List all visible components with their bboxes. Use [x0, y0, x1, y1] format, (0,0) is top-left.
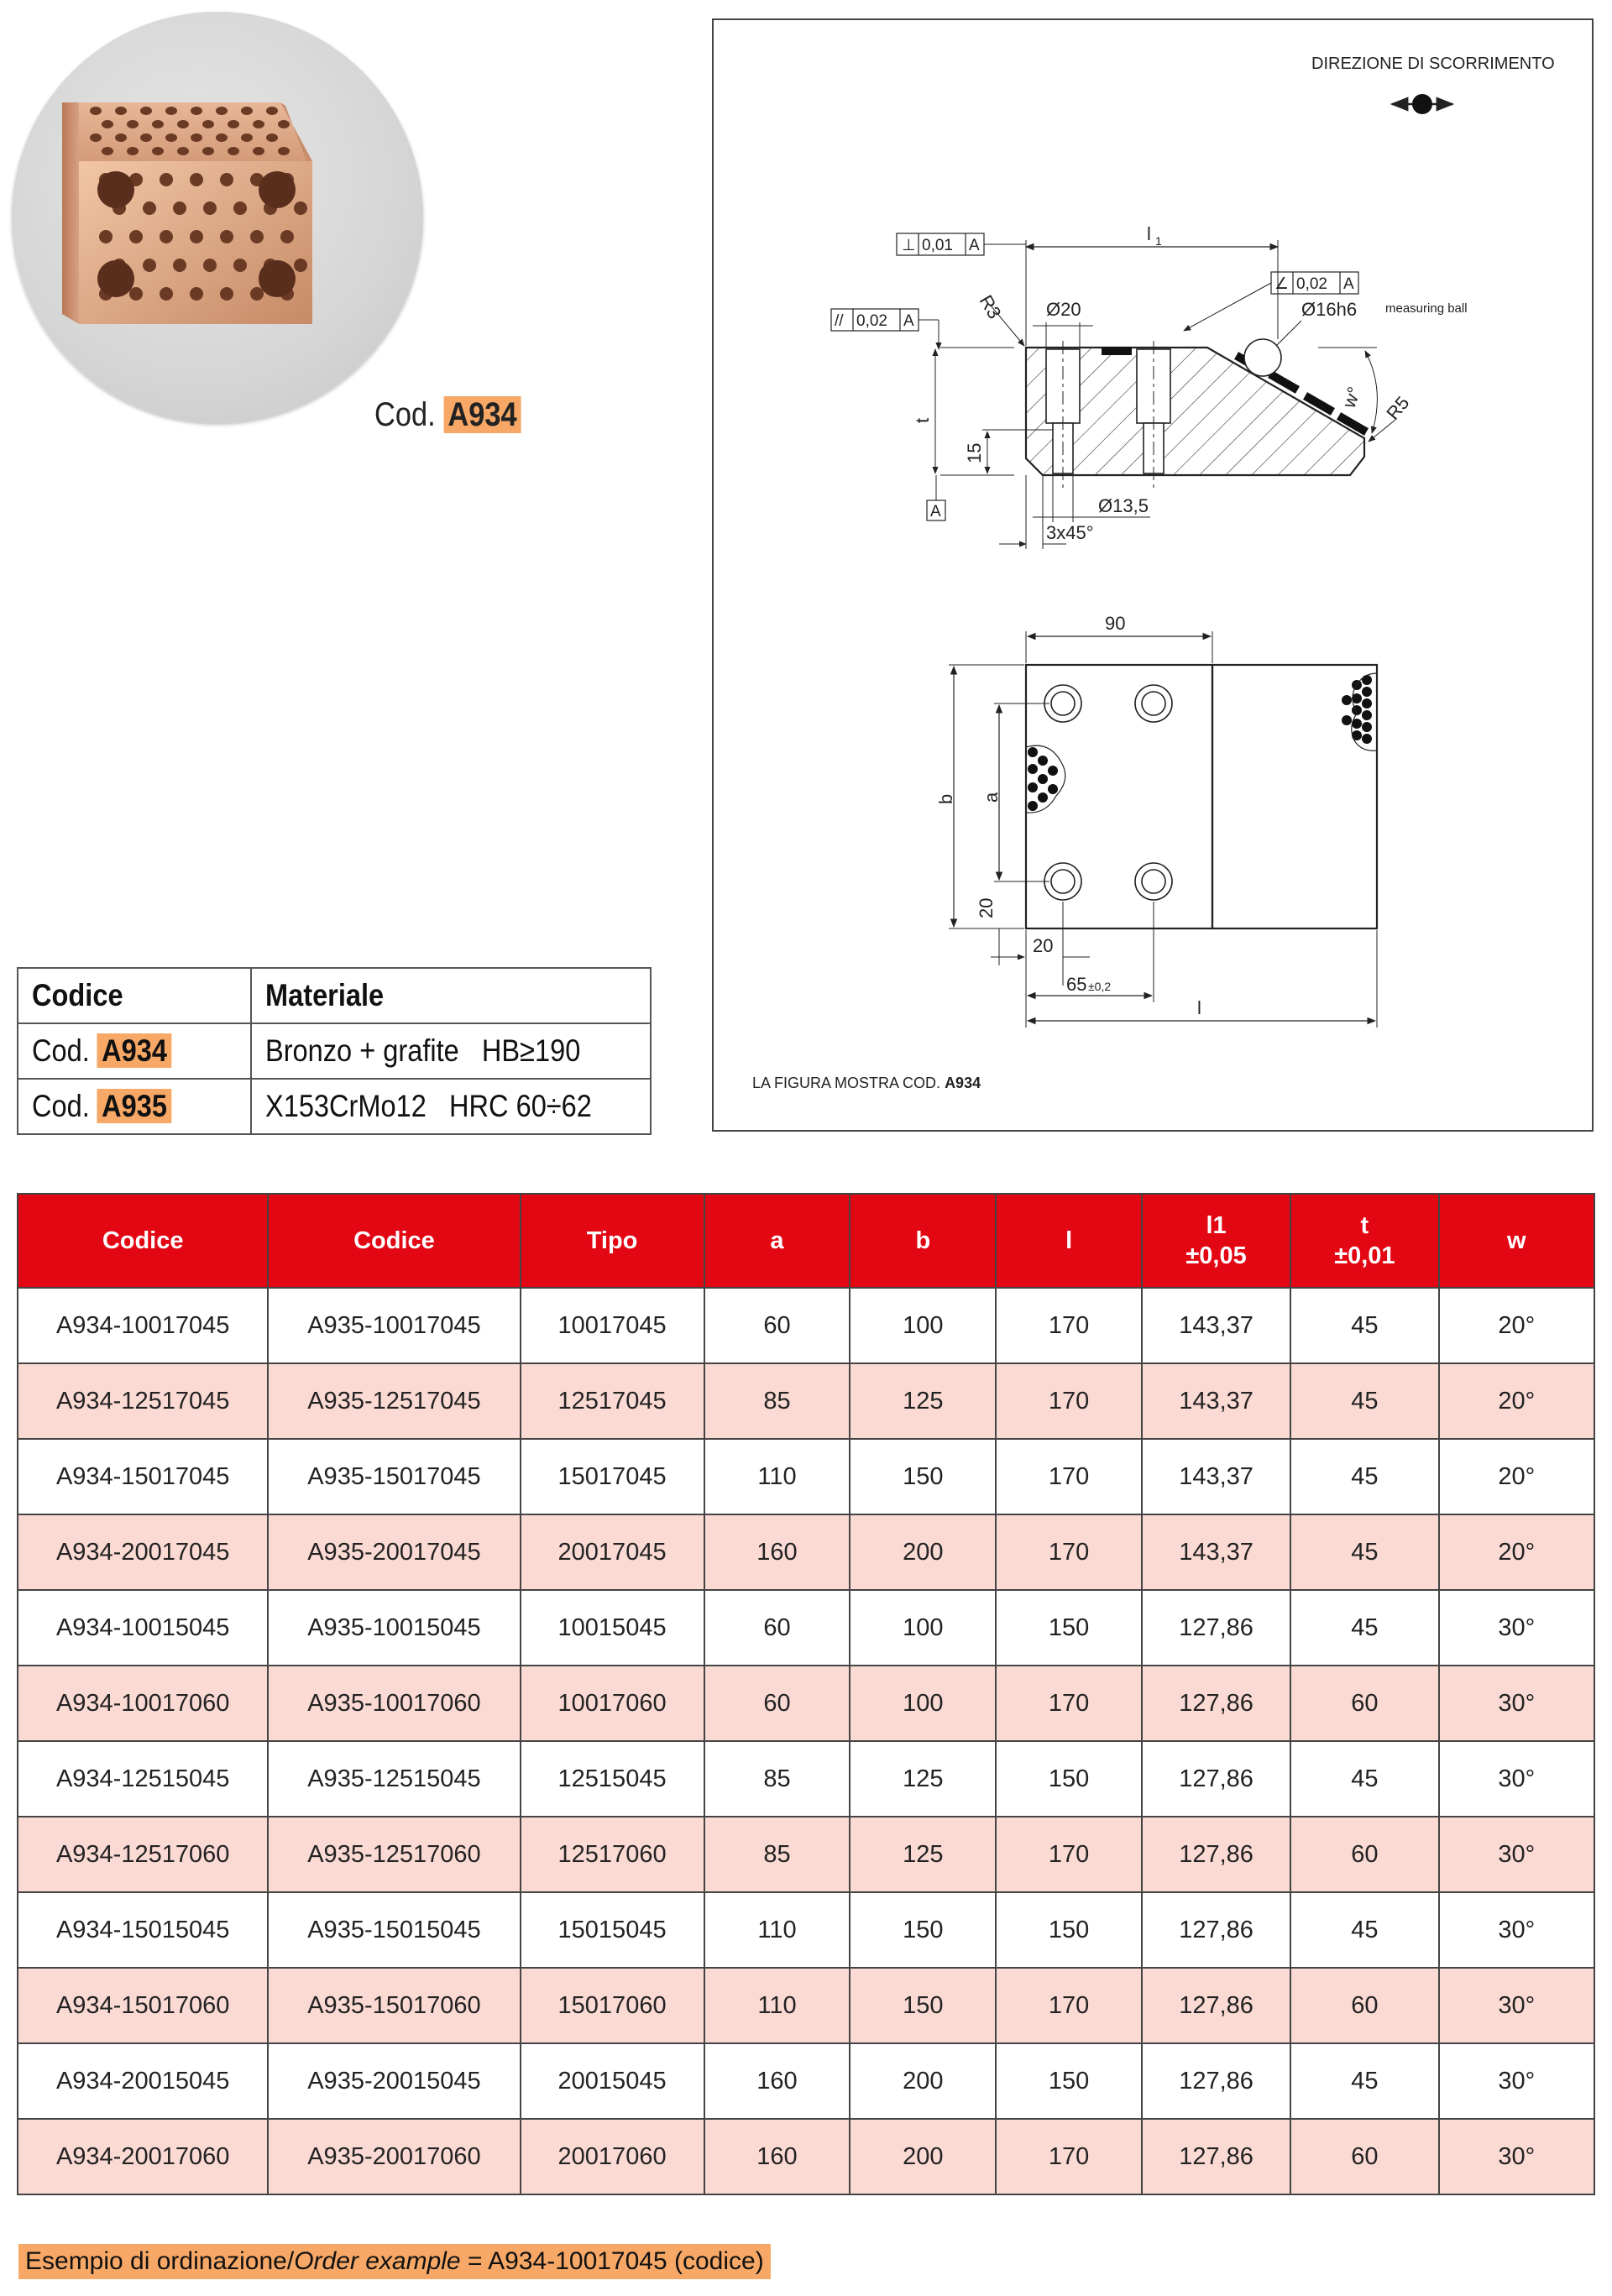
graphite-plug: [1362, 722, 1372, 732]
table-cell: 60: [1290, 1817, 1439, 1892]
code-prefix: Cod.: [374, 396, 436, 433]
table-cell: A934-20017060: [18, 2119, 268, 2194]
svg-text:90: 90: [1105, 613, 1126, 634]
table-cell: 143,37: [1142, 1439, 1290, 1514]
svg-text:Ø13,5: Ø13,5: [1098, 495, 1149, 516]
material-row: [18, 1079, 651, 1134]
table-cell: 30°: [1439, 1590, 1594, 1666]
table-cell: A935-10017060: [268, 1666, 520, 1741]
table-cell: A934-10015045: [18, 1590, 268, 1666]
table-cell: 160: [704, 2043, 850, 2119]
column-header-tolerance: ±0,05: [1185, 1242, 1247, 1269]
svg-text:15: 15: [964, 442, 985, 463]
table-cell: 60: [704, 1666, 850, 1741]
svg-text:w°: w°: [1337, 384, 1365, 411]
graphite-plug: [1038, 792, 1048, 803]
table-cell: A935-12517045: [268, 1363, 520, 1439]
table-cell: 30°: [1439, 1666, 1594, 1741]
svg-text://: //: [835, 312, 844, 330]
svg-text:R3: R3: [975, 291, 1006, 322]
svg-text:a: a: [981, 792, 1002, 803]
table-cell: 30°: [1439, 2043, 1594, 2119]
column-header: [850, 1194, 996, 1288]
svg-text:measuring ball: measuring ball: [1385, 301, 1468, 316]
graphite-plug: [1048, 784, 1058, 794]
bolt-hole: [1135, 863, 1172, 900]
table-cell: 127,86: [1142, 1741, 1290, 1817]
table-row: [18, 1968, 1594, 2043]
svg-text:l: l: [1197, 997, 1201, 1018]
table-cell: 30°: [1439, 2119, 1594, 2194]
table-cell: 20°: [1439, 1439, 1594, 1514]
graphite-plug: [1048, 766, 1058, 776]
table-cell: 85: [704, 1363, 850, 1439]
table-cell: A934-10017045: [18, 1288, 268, 1363]
column-header-label: l: [1065, 1227, 1073, 1254]
table-cell: 12517045: [521, 1363, 704, 1439]
table-cell: 100: [850, 1590, 996, 1666]
order-example: [18, 2244, 771, 2279]
column-header: [704, 1194, 850, 1288]
product-code-label: [374, 396, 521, 434]
table-cell: A935-20017045: [268, 1514, 520, 1590]
drawing-caption: LA FIGURA MOSTRA COD. A934: [752, 1075, 981, 1091]
graphite-plug: [1028, 747, 1038, 757]
table-cell: 170: [996, 1817, 1142, 1892]
table-cell: 60: [1290, 1666, 1439, 1741]
table-cell: A935-20015045: [268, 2043, 520, 2119]
order-example-suffix: = A934-10017045 (codice): [460, 2247, 764, 2275]
bolt-hole: [1142, 870, 1165, 893]
table-cell: 45: [1290, 1514, 1439, 1590]
table-row: [18, 1590, 1594, 1666]
table-cell: A934-20015045: [18, 2043, 268, 2119]
table-cell: A935-10017045: [268, 1288, 520, 1363]
table-cell: 160: [704, 1514, 850, 1590]
table-cell: A934-12515045: [18, 1741, 268, 1817]
table-cell: 15015045: [521, 1892, 704, 1968]
svg-text:0,02: 0,02: [856, 312, 887, 330]
table-cell: A934-12517060: [18, 1817, 268, 1892]
table-cell: 170: [996, 1514, 1142, 1590]
table-cell: A935-12515045: [268, 1741, 520, 1817]
table-cell: 110: [704, 1968, 850, 2043]
product-photo: [12, 12, 423, 423]
table-cell: 170: [996, 1439, 1142, 1514]
material-header-row: [18, 968, 651, 1023]
svg-text:⊥: ⊥: [902, 237, 916, 254]
material-code-cell: Cod. A934: [18, 1023, 251, 1079]
column-header-label: w: [1507, 1227, 1526, 1254]
table-cell: 30°: [1439, 1817, 1594, 1892]
technical-drawing-panel: [712, 18, 1594, 1132]
svg-text:0,02: 0,02: [1296, 275, 1327, 293]
table-cell: 60: [704, 1590, 850, 1666]
bolt-hole: [1044, 863, 1081, 900]
table-cell: 110: [704, 1892, 850, 1968]
table-cell: 60: [1290, 1968, 1439, 2043]
svg-text:A: A: [930, 503, 941, 520]
bolt-hole: [1142, 692, 1165, 715]
graphite-plug: [1028, 764, 1038, 774]
technical-drawing: [714, 20, 1592, 1130]
svg-text:1: 1: [1155, 234, 1162, 248]
column-header-label: b: [915, 1227, 931, 1254]
table-cell: A935-15015045: [268, 1892, 520, 1968]
svg-text:t: t: [912, 417, 933, 423]
table-row: [18, 1514, 1594, 1590]
table-row: [18, 1892, 1594, 1968]
svg-text:Ø16h6: Ø16h6: [1301, 299, 1358, 320]
bronze-block-image: [12, 12, 423, 423]
table-cell: 200: [850, 2119, 996, 2194]
table-cell: 150: [996, 1741, 1142, 1817]
table-cell: 20015045: [521, 2043, 704, 2119]
material-table: [17, 967, 652, 1135]
table-cell: A935-15017060: [268, 1968, 520, 2043]
svg-text:A: A: [969, 237, 980, 254]
table-cell: 45: [1290, 1288, 1439, 1363]
table-cell: 60: [704, 1288, 850, 1363]
table-cell: 143,37: [1142, 1288, 1290, 1363]
direction-label: DIREZIONE DI SCORRIMENTO: [1311, 55, 1555, 73]
table-cell: 30°: [1439, 1741, 1594, 1817]
table-row: [18, 1817, 1594, 1892]
table-cell: 127,86: [1142, 1968, 1290, 2043]
table-cell: 85: [704, 1741, 850, 1817]
graphite-plug: [1362, 710, 1372, 720]
svg-text:±0,2: ±0,2: [1088, 980, 1112, 993]
graphite-plug: [1038, 756, 1048, 766]
dimensions-table: [17, 1193, 1595, 2195]
table-cell: 150: [996, 2043, 1142, 2119]
graphite-plug: [1038, 774, 1048, 784]
column-header-label: Tipo: [586, 1227, 638, 1254]
table-row: [18, 1363, 1594, 1439]
column-header: [268, 1194, 520, 1288]
svg-text:b: b: [935, 793, 956, 804]
table-cell: 200: [850, 2043, 996, 2119]
table-cell: 170: [996, 2119, 1142, 2194]
table-cell: 160: [704, 2119, 850, 2194]
dimensions-header-row: [18, 1194, 1594, 1288]
bolt-hole: [1135, 685, 1172, 722]
table-cell: 127,86: [1142, 1666, 1290, 1741]
material-row: [18, 1023, 651, 1079]
graphite-plug: [1342, 695, 1352, 705]
product-code: A934: [443, 396, 521, 433]
table-cell: 45: [1290, 1590, 1439, 1666]
table-cell: 100: [850, 1666, 996, 1741]
table-cell: 20017045: [521, 1514, 704, 1590]
column-header: [1142, 1194, 1290, 1288]
column-header-tolerance: ±0,01: [1334, 1242, 1395, 1269]
table-cell: 170: [996, 1666, 1142, 1741]
table-cell: A934-15017045: [18, 1439, 268, 1514]
svg-text:A: A: [1343, 275, 1354, 293]
table-cell: 45: [1290, 1892, 1439, 1968]
order-example-prefix: Esempio di ordinazione/: [25, 2247, 295, 2275]
table-cell: 30°: [1439, 1892, 1594, 1968]
table-cell: 150: [996, 1892, 1142, 1968]
table-cell: A935-15017045: [268, 1439, 520, 1514]
column-header: [996, 1194, 1142, 1288]
material-header-code: Codice: [18, 968, 251, 1023]
table-cell: 125: [850, 1363, 996, 1439]
svg-text:Ø20: Ø20: [1046, 299, 1081, 320]
graphite-plug: [1362, 698, 1372, 709]
side-view: [1026, 339, 1369, 490]
table-cell: A934-15017060: [18, 1968, 268, 2043]
table-cell: A934-12517045: [18, 1363, 268, 1439]
column-header: [1290, 1194, 1439, 1288]
svg-text:∠: ∠: [1274, 275, 1290, 293]
column-header: [18, 1194, 268, 1288]
table-cell: A935-20017060: [268, 2119, 520, 2194]
table-cell: 85: [704, 1817, 850, 1892]
table-cell: 127,86: [1142, 1817, 1290, 1892]
table-cell: 15017045: [521, 1439, 704, 1514]
bolt-hole: [1051, 870, 1075, 893]
table-cell: 150: [850, 1892, 996, 1968]
column-header-label: l1: [1206, 1212, 1227, 1239]
table-cell: A934-15015045: [18, 1892, 268, 1968]
table-cell: 12515045: [521, 1741, 704, 1817]
plan-view-dimensions: [935, 613, 1377, 1028]
table-row: [18, 2119, 1594, 2194]
table-cell: 45: [1290, 2043, 1439, 2119]
table-cell: 170: [996, 1968, 1142, 2043]
material-name-cell: Bronzo + grafite HB≥190: [251, 1023, 651, 1079]
bolt-hole: [1044, 685, 1081, 722]
column-header-label: t: [1360, 1212, 1369, 1239]
table-cell: 20°: [1439, 1363, 1594, 1439]
svg-text:A: A: [903, 312, 914, 330]
graphite-plug: [1028, 801, 1038, 811]
material-header-material: Materiale: [251, 968, 651, 1023]
table-cell: 20°: [1439, 1514, 1594, 1590]
table-cell: 20017060: [521, 2119, 704, 2194]
table-cell: 45: [1290, 1363, 1439, 1439]
column-header: [1439, 1194, 1594, 1288]
table-cell: 125: [850, 1817, 996, 1892]
table-cell: 45: [1290, 1741, 1439, 1817]
plan-view: [1026, 665, 1377, 928]
table-row: [18, 1439, 1594, 1514]
table-cell: 30°: [1439, 1968, 1594, 2043]
table-cell: 170: [996, 1288, 1142, 1363]
graphite-plug: [1362, 675, 1372, 685]
table-cell: 127,86: [1142, 1590, 1290, 1666]
table-cell: A935-12517060: [268, 1817, 520, 1892]
table-cell: 60: [1290, 2119, 1439, 2194]
table-row: [18, 1288, 1594, 1363]
svg-text:0,01: 0,01: [922, 237, 953, 254]
table-cell: A934-10017060: [18, 1666, 268, 1741]
table-cell: 125: [850, 1741, 996, 1817]
table-cell: 10015045: [521, 1590, 704, 1666]
graphite-plug: [1362, 734, 1372, 744]
table-cell: 12517060: [521, 1817, 704, 1892]
table-cell: 10017045: [521, 1288, 704, 1363]
svg-text:20: 20: [1033, 935, 1054, 956]
table-cell: 10017060: [521, 1666, 704, 1741]
table-cell: 127,86: [1142, 2119, 1290, 2194]
table-row: [18, 1741, 1594, 1817]
table-cell: A934-20017045: [18, 1514, 268, 1590]
svg-text:65: 65: [1066, 974, 1087, 995]
bolt-hole: [1051, 692, 1075, 715]
order-example-italic: Order example: [294, 2247, 461, 2275]
column-header: [521, 1194, 704, 1288]
table-cell: 150: [850, 1439, 996, 1514]
direction-arrow-icon: [1392, 94, 1452, 114]
table-cell: 170: [996, 1363, 1142, 1439]
graphite-plug: [1362, 687, 1372, 697]
table-cell: 150: [850, 1968, 996, 2043]
svg-text:R5: R5: [1382, 392, 1414, 424]
column-header-label: Codice: [102, 1227, 184, 1254]
column-header-label: Codice: [353, 1227, 435, 1254]
table-cell: 100: [850, 1288, 996, 1363]
table-cell: 200: [850, 1514, 996, 1590]
table-cell: 127,86: [1142, 2043, 1290, 2119]
table-row: [18, 1666, 1594, 1741]
table-cell: A935-10015045: [268, 1590, 520, 1666]
material-name-cell: X153CrMo12 HRC 60÷62: [251, 1079, 651, 1134]
table-cell: 45: [1290, 1439, 1439, 1514]
graphite-plug: [1028, 782, 1038, 792]
table-cell: 110: [704, 1439, 850, 1514]
table-cell: 15017060: [521, 1968, 704, 2043]
graphite-plug: [1342, 715, 1352, 725]
column-header-label: a: [770, 1227, 784, 1254]
material-code-cell: Cod. A935: [18, 1079, 251, 1134]
table-cell: 150: [996, 1590, 1142, 1666]
svg-text:l: l: [1147, 223, 1151, 244]
table-cell: 143,37: [1142, 1363, 1290, 1439]
table-cell: 127,86: [1142, 1892, 1290, 1968]
table-cell: 143,37: [1142, 1514, 1290, 1590]
svg-text:3x45°: 3x45°: [1046, 522, 1094, 543]
table-row: [18, 2043, 1594, 2119]
table-cell: 20°: [1439, 1288, 1594, 1363]
svg-text:20: 20: [976, 897, 997, 918]
